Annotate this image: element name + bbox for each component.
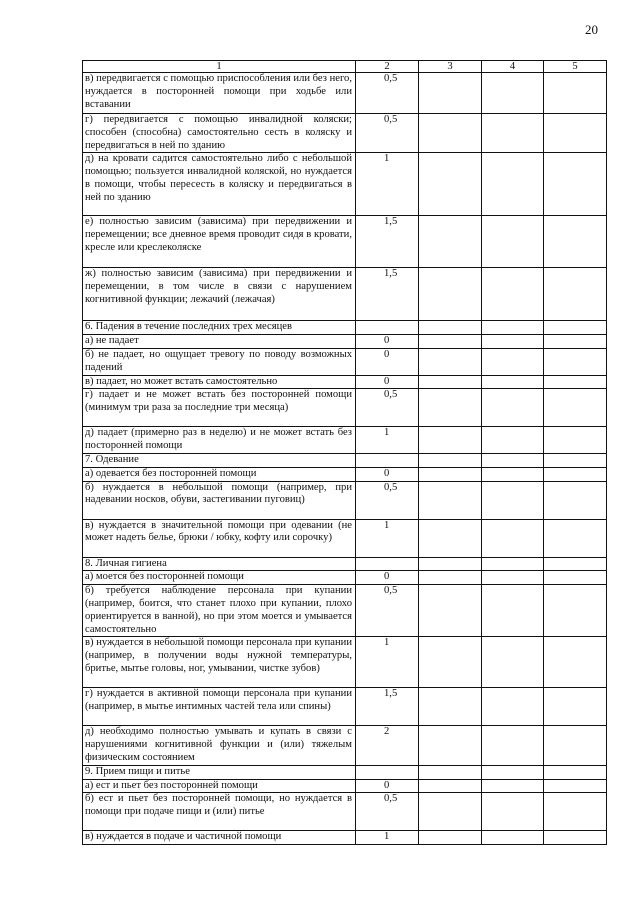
row-score: 0: [356, 335, 419, 349]
empty-cell-col-5: [544, 793, 607, 831]
table-row: [83, 637, 607, 688]
empty-cell-col-5: [544, 481, 607, 519]
table-row: [83, 389, 607, 427]
empty-cell-col-3: [419, 637, 482, 688]
section-title: 9. Прием пищи и питье: [83, 765, 356, 779]
empty-cell-col-4: [482, 375, 544, 389]
empty-cell-col-5: [544, 688, 607, 726]
empty-cell-col-4: [482, 481, 544, 519]
table-row: [83, 793, 607, 831]
row-description: а) моется без посторонней помощи: [83, 571, 356, 585]
row-description: д) падает (примерно раз в неделю) и не может встать без посторонней помощи: [83, 427, 356, 454]
table-row: [83, 585, 607, 637]
section-title: 6. Падения в течение последних трех месяцев: [83, 321, 356, 335]
empty-cell-col-3: [419, 389, 482, 427]
table-row: [83, 114, 607, 153]
row-score: 0: [356, 375, 419, 389]
row-description: а) ест и пьет без посторонней помощи: [83, 779, 356, 793]
row-score: 0,5: [356, 114, 419, 153]
empty-cell-col-5: [544, 114, 607, 153]
empty-cell-col-5: [544, 335, 607, 349]
empty-cell-col-3: [419, 481, 482, 519]
table-header-row: [83, 61, 607, 73]
row-description: а) не падает: [83, 335, 356, 349]
section-header-row: [83, 765, 607, 779]
row-score: 0: [356, 779, 419, 793]
empty-cell-col-4: [482, 519, 544, 557]
empty-cell-col-3: [419, 348, 482, 375]
page-number: 20: [585, 22, 598, 37]
table-row: [83, 571, 607, 585]
row-description: д) необходимо полностью умывать и купать в связи с нарушениями когнитивной функции и (или) тяжелым физическим состоянием: [83, 726, 356, 765]
empty-cell-col-5: [544, 453, 607, 467]
empty-cell-col-3: [419, 467, 482, 481]
empty-cell-col-4: [482, 726, 544, 765]
table-row: [83, 153, 607, 216]
row-description: в) нуждается в значительной помощи при одевании (не может надеть белье, брюки / юбку, кофту или сорочку): [83, 519, 356, 557]
row-description: г) передвигается с помощью инвалидной коляски; способен (способна) самостоятельно сесть в коляску и передвигаться в ней по зданию: [83, 114, 356, 153]
table-row: [83, 268, 607, 321]
empty-cell-col-4: [482, 831, 544, 845]
empty-cell-col-3: [419, 765, 482, 779]
row-score: 1,5: [356, 268, 419, 321]
empty-cell-col-3: [419, 453, 482, 467]
row-score: 0,5: [356, 481, 419, 519]
table-row: [83, 216, 607, 268]
empty-cell-col-5: [544, 153, 607, 216]
empty-cell-col-3: [419, 831, 482, 845]
empty-cell-col-3: [419, 779, 482, 793]
table-row: [83, 73, 607, 114]
empty-cell-col-4: [482, 321, 544, 335]
row-score: [356, 321, 419, 335]
empty-cell-col-5: [544, 321, 607, 335]
empty-cell-col-4: [482, 427, 544, 454]
empty-cell-col-3: [419, 216, 482, 268]
empty-cell-col-5: [544, 831, 607, 845]
empty-cell-col-4: [482, 467, 544, 481]
empty-cell-col-4: [482, 453, 544, 467]
empty-cell-col-4: [482, 765, 544, 779]
assessment-table: [82, 60, 607, 845]
row-description: е) полностью зависим (зависима) при передвижении и перемещении; все дневное время проводит сидя в кровати, кресле или креслеколяске: [83, 216, 356, 268]
table-row: [83, 481, 607, 519]
row-description: д) на кровати садится самостоятельно либо с небольшой помощью; пользуется инвалидной коляской, но нуждается в помощи, чтобы пересесть в коляску и передвигаться в ней по зданию: [83, 153, 356, 216]
row-score: [356, 453, 419, 467]
row-description: а) одевается без посторонней помощи: [83, 467, 356, 481]
row-score: 1,5: [356, 688, 419, 726]
row-description: б) не падает, но ощущает тревогу по поводу возможных падений: [83, 348, 356, 375]
empty-cell-col-4: [482, 688, 544, 726]
header-col-1: 1: [83, 61, 356, 73]
header-col-2: 2: [356, 61, 419, 73]
row-score: 0,5: [356, 73, 419, 114]
row-description: г) нуждается в активной помощи персонала при купании (например, в мытье интимных частей тела или спины): [83, 688, 356, 726]
empty-cell-col-4: [482, 216, 544, 268]
row-score: 0: [356, 571, 419, 585]
header-col-4: 4: [482, 61, 544, 73]
empty-cell-col-5: [544, 585, 607, 637]
empty-cell-col-4: [482, 268, 544, 321]
empty-cell-col-4: [482, 348, 544, 375]
empty-cell-col-3: [419, 793, 482, 831]
row-description: в) падает, но может встать самостоятельно: [83, 375, 356, 389]
empty-cell-col-5: [544, 216, 607, 268]
empty-cell-col-5: [544, 427, 607, 454]
table-row: [83, 348, 607, 375]
empty-cell-col-3: [419, 73, 482, 114]
row-score: 1: [356, 153, 419, 216]
table-row: [83, 467, 607, 481]
empty-cell-col-3: [419, 153, 482, 216]
empty-cell-col-3: [419, 688, 482, 726]
empty-cell-col-3: [419, 557, 482, 571]
row-score: 0: [356, 348, 419, 375]
empty-cell-col-4: [482, 153, 544, 216]
row-score: 0,5: [356, 585, 419, 637]
table-row: [83, 427, 607, 454]
empty-cell-col-3: [419, 726, 482, 765]
row-score: [356, 557, 419, 571]
empty-cell-col-4: [482, 779, 544, 793]
header-col-5: 5: [544, 61, 607, 73]
section-title: 8. Личная гигиена: [83, 557, 356, 571]
row-score: 0,5: [356, 389, 419, 427]
empty-cell-col-5: [544, 375, 607, 389]
empty-cell-col-3: [419, 519, 482, 557]
empty-cell-col-5: [544, 765, 607, 779]
row-score: 0,5: [356, 793, 419, 831]
row-description: г) падает и не может встать без посторонней помощи (минимум три раза за последние три месяца): [83, 389, 356, 427]
empty-cell-col-4: [482, 335, 544, 349]
empty-cell-col-5: [544, 467, 607, 481]
empty-cell-col-4: [482, 793, 544, 831]
empty-cell-col-4: [482, 557, 544, 571]
row-score: 2: [356, 726, 419, 765]
table-row: [83, 831, 607, 845]
empty-cell-col-5: [544, 557, 607, 571]
section-header-row: [83, 557, 607, 571]
empty-cell-col-5: [544, 637, 607, 688]
header-col-3: 3: [419, 61, 482, 73]
row-description: б) требуется наблюдение персонала при купании (например, боится, что станет плохо при купании, плохо ориентируется в ванной), но при этом моется и умывается самостоятельно: [83, 585, 356, 637]
row-description: в) нуждается в небольшой помощи персонала при купании (например, в получении воды нужной температуры, бритье, мытье головы, ног, умывании, чистке зубов): [83, 637, 356, 688]
table-row: [83, 519, 607, 557]
empty-cell-col-5: [544, 726, 607, 765]
empty-cell-col-4: [482, 389, 544, 427]
empty-cell-col-5: [544, 348, 607, 375]
empty-cell-col-5: [544, 571, 607, 585]
empty-cell-col-3: [419, 585, 482, 637]
section-header-row: [83, 321, 607, 335]
table-row: [83, 375, 607, 389]
table-row: [83, 688, 607, 726]
empty-cell-col-3: [419, 321, 482, 335]
empty-cell-col-4: [482, 637, 544, 688]
row-score: 1: [356, 427, 419, 454]
empty-cell-col-3: [419, 427, 482, 454]
section-title: 7. Одевание: [83, 453, 356, 467]
table-row: [83, 726, 607, 765]
empty-cell-col-5: [544, 389, 607, 427]
empty-cell-col-3: [419, 375, 482, 389]
row-score: [356, 765, 419, 779]
empty-cell-col-5: [544, 73, 607, 114]
empty-cell-col-4: [482, 114, 544, 153]
row-description: б) ест и пьет без посторонней помощи, но нуждается в помощи при подаче пищи и (или) питье: [83, 793, 356, 831]
section-header-row: [83, 453, 607, 467]
row-description: в) нуждается в подаче и частичной помощи: [83, 831, 356, 845]
empty-cell-col-5: [544, 519, 607, 557]
row-score: 1,5: [356, 216, 419, 268]
empty-cell-col-4: [482, 571, 544, 585]
row-description: б) нуждается в небольшой помощи (например, при надевании носков, обуви, застегивании пуговиц): [83, 481, 356, 519]
row-score: 1: [356, 637, 419, 688]
empty-cell-col-3: [419, 571, 482, 585]
empty-cell-col-5: [544, 268, 607, 321]
row-score: 1: [356, 519, 419, 557]
empty-cell-col-3: [419, 114, 482, 153]
row-description: ж) полностью зависим (зависима) при передвижении и перемещении, в том числе в связи с нарушением когнитивной функции; лежачий (лежачая): [83, 268, 356, 321]
row-score: 1: [356, 831, 419, 845]
empty-cell-col-5: [544, 779, 607, 793]
empty-cell-col-4: [482, 585, 544, 637]
empty-cell-col-3: [419, 335, 482, 349]
table-row: [83, 335, 607, 349]
empty-cell-col-3: [419, 268, 482, 321]
row-score: 0: [356, 467, 419, 481]
row-description: в) передвигается с помощью приспособления или без него, нуждается в посторонней помощи при ходьбе или вставании: [83, 73, 356, 114]
table-row: [83, 779, 607, 793]
empty-cell-col-4: [482, 73, 544, 114]
